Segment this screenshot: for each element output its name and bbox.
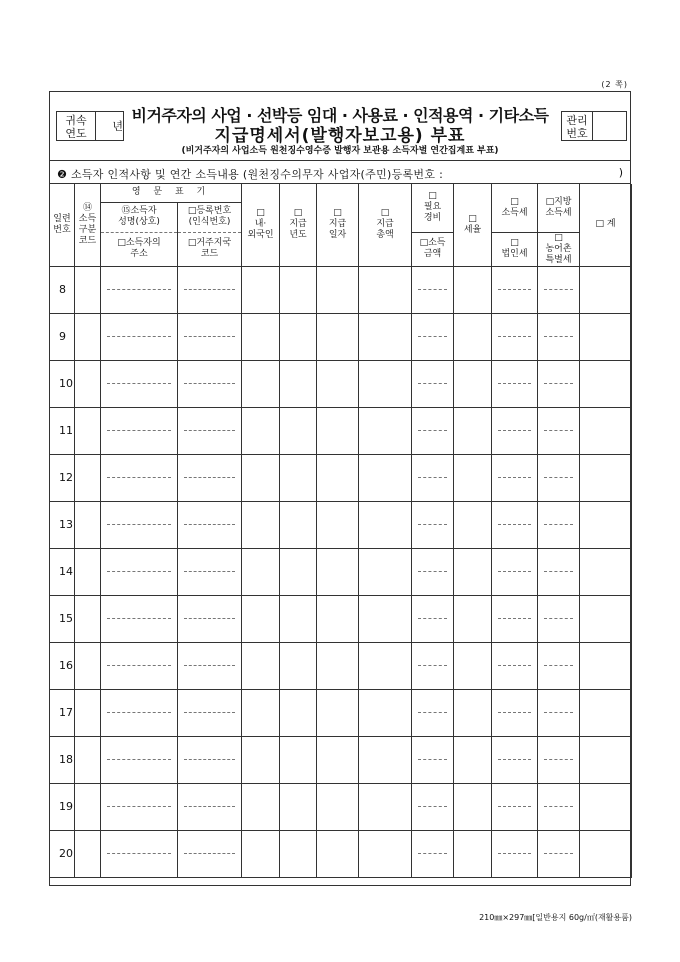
table-cell[interactable] bbox=[492, 360, 538, 407]
cell-divider bbox=[418, 336, 447, 337]
table-cell[interactable] bbox=[412, 642, 454, 689]
cell-divider bbox=[184, 806, 235, 807]
table-cell[interactable] bbox=[101, 454, 178, 501]
table-cell[interactable] bbox=[178, 313, 242, 360]
table-cell[interactable] bbox=[178, 501, 242, 548]
cell-divider bbox=[184, 289, 235, 290]
cell-divider bbox=[498, 665, 531, 666]
row-number: 12 bbox=[50, 454, 75, 501]
cell-divider bbox=[107, 853, 171, 854]
table-cell[interactable] bbox=[492, 548, 538, 595]
cell-divider bbox=[184, 571, 235, 572]
table-cell[interactable] bbox=[75, 642, 101, 689]
table-cell[interactable] bbox=[454, 313, 492, 360]
table-cell[interactable] bbox=[317, 454, 359, 501]
table-cell[interactable] bbox=[412, 783, 454, 830]
cell-divider bbox=[544, 665, 573, 666]
cell-divider bbox=[418, 477, 447, 478]
table-cell[interactable] bbox=[242, 689, 280, 736]
cell-divider bbox=[544, 806, 573, 807]
cell-divider bbox=[498, 477, 531, 478]
table-cell[interactable] bbox=[101, 595, 178, 642]
table-cell[interactable] bbox=[538, 454, 580, 501]
paper-spec: 210㎜×297㎜[일반용지 60g/㎡(재활용품) bbox=[479, 913, 632, 922]
table-cell[interactable] bbox=[359, 454, 412, 501]
col-income-code-mark: ⑭ bbox=[82, 202, 92, 213]
col-corp-tax: □ 법인세 bbox=[492, 232, 538, 266]
col-reg-no: □등록번호 (인식번호) bbox=[178, 202, 242, 232]
table-cell[interactable] bbox=[242, 595, 280, 642]
table-cell[interactable] bbox=[538, 313, 580, 360]
table-cell[interactable] bbox=[359, 689, 412, 736]
table-cell[interactable] bbox=[280, 548, 317, 595]
section-title: ❷ 소득자 인적사항 및 연간 소득내용 (원천징수의무자 사업자(주민)등록번호 : bbox=[57, 168, 444, 181]
table-cell[interactable] bbox=[178, 548, 242, 595]
table-cell[interactable] bbox=[242, 548, 280, 595]
table-cell[interactable] bbox=[280, 830, 317, 877]
table-cell[interactable] bbox=[412, 736, 454, 783]
table-cell[interactable] bbox=[454, 454, 492, 501]
cell-divider bbox=[544, 759, 573, 760]
table-cell[interactable] bbox=[538, 689, 580, 736]
table-cell[interactable] bbox=[101, 313, 178, 360]
table-cell[interactable] bbox=[317, 642, 359, 689]
table-cell[interactable] bbox=[317, 830, 359, 877]
table-row bbox=[50, 407, 632, 454]
table-cell[interactable] bbox=[412, 548, 454, 595]
table-cell[interactable] bbox=[317, 360, 359, 407]
table-cell[interactable] bbox=[412, 595, 454, 642]
cell-divider bbox=[544, 618, 573, 619]
table-cell[interactable] bbox=[75, 736, 101, 783]
row-number: 20 bbox=[50, 830, 75, 877]
table-cell[interactable] bbox=[242, 360, 280, 407]
cell-divider bbox=[107, 571, 171, 572]
table-cell[interactable] bbox=[412, 689, 454, 736]
table-cell[interactable] bbox=[538, 830, 580, 877]
table-cell[interactable] bbox=[580, 689, 632, 736]
table-cell[interactable] bbox=[242, 830, 280, 877]
table-cell[interactable] bbox=[454, 595, 492, 642]
cell-divider bbox=[184, 665, 235, 666]
table-cell[interactable] bbox=[454, 689, 492, 736]
col-address: □소득자의 주소 bbox=[101, 232, 178, 266]
table-cell[interactable] bbox=[359, 783, 412, 830]
row-number: 11 bbox=[50, 407, 75, 454]
table-cell[interactable] bbox=[412, 360, 454, 407]
mgmt-label-2: 번호 bbox=[566, 127, 588, 140]
cell-divider bbox=[107, 712, 171, 713]
table-cell[interactable] bbox=[492, 501, 538, 548]
table-row bbox=[50, 736, 632, 783]
table-cell[interactable] bbox=[580, 830, 632, 877]
table-cell[interactable] bbox=[75, 360, 101, 407]
col-income-tax: □ 소득세 bbox=[492, 184, 538, 232]
cell-divider bbox=[498, 336, 531, 337]
table-cell[interactable] bbox=[178, 360, 242, 407]
row-number: 14 bbox=[50, 548, 75, 595]
cell-divider bbox=[544, 477, 573, 478]
table-cell[interactable] bbox=[178, 454, 242, 501]
table-row bbox=[50, 689, 632, 736]
cell-divider bbox=[184, 853, 235, 854]
table-cell[interactable] bbox=[75, 830, 101, 877]
table-row bbox=[50, 360, 632, 407]
table-row bbox=[50, 313, 632, 360]
table-cell[interactable] bbox=[359, 548, 412, 595]
table-cell[interactable] bbox=[538, 407, 580, 454]
cell-divider bbox=[107, 524, 171, 525]
table-cell[interactable] bbox=[317, 266, 359, 313]
table-cell[interactable] bbox=[412, 830, 454, 877]
page-number: (2 쪽) bbox=[601, 80, 628, 89]
table-cell[interactable] bbox=[580, 642, 632, 689]
form-header bbox=[49, 91, 631, 161]
cell-divider bbox=[418, 759, 447, 760]
table-cell[interactable] bbox=[492, 783, 538, 830]
year-unit: 년 bbox=[112, 120, 123, 133]
table-cell[interactable] bbox=[242, 266, 280, 313]
section-heading bbox=[49, 161, 631, 184]
table-cell[interactable] bbox=[178, 595, 242, 642]
table-cell[interactable] bbox=[538, 360, 580, 407]
table-cell[interactable] bbox=[178, 407, 242, 454]
table-cell[interactable] bbox=[412, 454, 454, 501]
cell-divider bbox=[107, 336, 171, 337]
management-number-box bbox=[561, 111, 627, 141]
table-cell[interactable] bbox=[359, 642, 412, 689]
row-number: 8 bbox=[50, 266, 75, 313]
table-cell[interactable] bbox=[178, 736, 242, 783]
cell-divider bbox=[107, 665, 171, 666]
cell-divider bbox=[184, 759, 235, 760]
col-total: □ 계 bbox=[580, 184, 632, 266]
table-cell[interactable] bbox=[580, 454, 632, 501]
table-cell[interactable] bbox=[101, 548, 178, 595]
table-cell[interactable] bbox=[101, 830, 178, 877]
table-cell[interactable] bbox=[280, 454, 317, 501]
table-cell[interactable] bbox=[242, 783, 280, 830]
table-cell[interactable] bbox=[317, 736, 359, 783]
table-cell[interactable] bbox=[359, 736, 412, 783]
table-cell[interactable] bbox=[580, 360, 632, 407]
table-row bbox=[50, 548, 632, 595]
cell-divider bbox=[184, 712, 235, 713]
cell-divider bbox=[498, 571, 531, 572]
cell-divider bbox=[418, 383, 447, 384]
table-cell[interactable] bbox=[359, 266, 412, 313]
col-pay-date: □ 지급 일자 bbox=[317, 184, 359, 266]
cell-divider bbox=[544, 524, 573, 525]
row-number: 16 bbox=[50, 642, 75, 689]
table-cell[interactable] bbox=[492, 266, 538, 313]
table-cell[interactable] bbox=[280, 360, 317, 407]
cell-divider bbox=[418, 571, 447, 572]
table-cell[interactable] bbox=[75, 454, 101, 501]
table-cell[interactable] bbox=[359, 595, 412, 642]
table-row bbox=[50, 595, 632, 642]
table-cell[interactable] bbox=[242, 642, 280, 689]
table-cell[interactable] bbox=[538, 783, 580, 830]
cell-divider bbox=[498, 618, 531, 619]
cell-divider bbox=[498, 383, 531, 384]
cell-divider bbox=[498, 430, 531, 431]
section-close: ) bbox=[618, 166, 623, 179]
cell-divider bbox=[498, 524, 531, 525]
table-cell[interactable] bbox=[359, 830, 412, 877]
table-cell[interactable] bbox=[280, 736, 317, 783]
cell-divider bbox=[107, 430, 171, 431]
cell-divider bbox=[107, 289, 171, 290]
table-cell[interactable] bbox=[317, 548, 359, 595]
table-cell[interactable] bbox=[538, 642, 580, 689]
table-cell[interactable] bbox=[412, 313, 454, 360]
table-cell[interactable] bbox=[75, 595, 101, 642]
col-income-amount: □소득 금액 bbox=[412, 232, 454, 266]
table-cell[interactable] bbox=[242, 407, 280, 454]
table-cell[interactable] bbox=[454, 501, 492, 548]
table-cell[interactable] bbox=[242, 313, 280, 360]
table-cell[interactable] bbox=[454, 548, 492, 595]
table-cell[interactable] bbox=[178, 830, 242, 877]
table-cell[interactable] bbox=[454, 736, 492, 783]
cell-divider bbox=[544, 853, 573, 854]
table-cell[interactable] bbox=[75, 501, 101, 548]
cell-divider bbox=[498, 712, 531, 713]
table-cell[interactable] bbox=[178, 689, 242, 736]
col-income-code-label: 소득 구분 코드 bbox=[78, 213, 97, 246]
table-row bbox=[50, 266, 632, 313]
col-pay-total: □ 지급 총액 bbox=[359, 184, 412, 266]
table-cell[interactable] bbox=[317, 501, 359, 548]
table-cell[interactable] bbox=[101, 642, 178, 689]
fiscal-year-box bbox=[56, 111, 124, 141]
cell-divider bbox=[544, 383, 573, 384]
mgmt-label-1: 관리 bbox=[566, 114, 588, 127]
table-cell[interactable] bbox=[412, 266, 454, 313]
table-cell[interactable] bbox=[101, 783, 178, 830]
table-cell[interactable] bbox=[101, 360, 178, 407]
table-cell[interactable] bbox=[359, 501, 412, 548]
table-cell[interactable] bbox=[280, 407, 317, 454]
cell-divider bbox=[544, 712, 573, 713]
table-cell[interactable] bbox=[580, 266, 632, 313]
table-cell[interactable] bbox=[101, 689, 178, 736]
table-cell[interactable] bbox=[580, 595, 632, 642]
table-cell[interactable] bbox=[454, 642, 492, 689]
table-cell[interactable] bbox=[75, 313, 101, 360]
table-cell[interactable] bbox=[75, 407, 101, 454]
table-cell[interactable] bbox=[580, 783, 632, 830]
table-cell[interactable] bbox=[280, 783, 317, 830]
fiscal-year-label-2: 연도 bbox=[65, 127, 87, 140]
table-cell[interactable] bbox=[359, 407, 412, 454]
table-cell[interactable] bbox=[580, 313, 632, 360]
table-cell[interactable] bbox=[280, 689, 317, 736]
table-row bbox=[50, 501, 632, 548]
cell-divider bbox=[418, 618, 447, 619]
row-number: 17 bbox=[50, 689, 75, 736]
table-cell[interactable] bbox=[454, 783, 492, 830]
table-row bbox=[50, 454, 632, 501]
table-cell[interactable] bbox=[280, 313, 317, 360]
cell-divider bbox=[418, 712, 447, 713]
col-pay-year: □ 지급 년도 bbox=[280, 184, 317, 266]
table-cell[interactable] bbox=[178, 783, 242, 830]
table-cell[interactable] bbox=[492, 642, 538, 689]
table-cell[interactable] bbox=[580, 548, 632, 595]
table-row bbox=[50, 783, 632, 830]
form-title-line1: 비거주자의 사업 · 선박등 임대 · 사용료 · 인적용역 · 기타소득 bbox=[131, 106, 549, 125]
col-rural-tax: □ 농어촌 특별세 bbox=[538, 232, 580, 266]
table-row bbox=[50, 642, 632, 689]
col-expense: □ 필요 경비 bbox=[412, 184, 454, 232]
fiscal-year-label-1: 귀속 bbox=[65, 114, 87, 127]
table-cell[interactable] bbox=[412, 407, 454, 454]
cell-divider bbox=[418, 853, 447, 854]
cell-divider bbox=[418, 430, 447, 431]
table-cell[interactable] bbox=[492, 313, 538, 360]
cell-divider bbox=[498, 759, 531, 760]
table-cell[interactable] bbox=[242, 454, 280, 501]
col-english: 영 문 표 기 bbox=[101, 184, 242, 202]
col-domestic: □ 내· 외국인 bbox=[242, 184, 280, 266]
col-serial: 일련 번호 bbox=[50, 184, 75, 266]
cell-divider bbox=[107, 477, 171, 478]
table-cell[interactable] bbox=[412, 501, 454, 548]
table-cell[interactable] bbox=[280, 642, 317, 689]
row-number: 15 bbox=[50, 595, 75, 642]
row-number: 13 bbox=[50, 501, 75, 548]
table-cell[interactable] bbox=[538, 736, 580, 783]
cell-divider bbox=[184, 430, 235, 431]
table-cell[interactable] bbox=[492, 830, 538, 877]
cell-divider bbox=[498, 853, 531, 854]
cell-divider bbox=[498, 806, 531, 807]
table-cell[interactable] bbox=[454, 266, 492, 313]
cell-divider bbox=[107, 383, 171, 384]
table-cell[interactable] bbox=[101, 266, 178, 313]
table-cell[interactable] bbox=[242, 501, 280, 548]
cell-divider bbox=[107, 806, 171, 807]
cell-divider bbox=[418, 524, 447, 525]
table-cell[interactable] bbox=[538, 548, 580, 595]
row-number: 18 bbox=[50, 736, 75, 783]
table-cell[interactable] bbox=[317, 595, 359, 642]
row-number: 10 bbox=[50, 360, 75, 407]
table-cell[interactable] bbox=[454, 407, 492, 454]
income-table bbox=[49, 184, 632, 878]
table-cell[interactable] bbox=[178, 642, 242, 689]
table-row bbox=[50, 830, 632, 877]
cell-divider bbox=[184, 477, 235, 478]
table-cell[interactable] bbox=[492, 736, 538, 783]
table-cell[interactable] bbox=[492, 454, 538, 501]
table-cell[interactable] bbox=[178, 266, 242, 313]
cell-divider bbox=[184, 383, 235, 384]
cell-divider bbox=[184, 524, 235, 525]
table-cell[interactable] bbox=[75, 548, 101, 595]
cell-divider bbox=[418, 289, 447, 290]
table-cell[interactable] bbox=[454, 360, 492, 407]
cell-divider bbox=[544, 289, 573, 290]
table-cell[interactable] bbox=[538, 595, 580, 642]
table-cell[interactable] bbox=[317, 689, 359, 736]
cell-divider bbox=[498, 289, 531, 290]
table-cell[interactable] bbox=[280, 595, 317, 642]
cell-divider bbox=[184, 618, 235, 619]
table-cell[interactable] bbox=[580, 736, 632, 783]
cell-divider bbox=[184, 336, 235, 337]
cell-divider bbox=[544, 430, 573, 431]
table-cell[interactable] bbox=[580, 407, 632, 454]
table-cell[interactable] bbox=[75, 689, 101, 736]
cell-divider bbox=[107, 759, 171, 760]
table-cell[interactable] bbox=[317, 407, 359, 454]
table-cell[interactable] bbox=[492, 595, 538, 642]
col-income-code bbox=[75, 184, 101, 266]
form-subtitle: (비거주자의 사업소득 원천징수영수증 발행자 보관용 소득자별 연간집계표 부표) bbox=[181, 146, 499, 156]
table-cell[interactable] bbox=[538, 266, 580, 313]
table-cell[interactable] bbox=[492, 689, 538, 736]
row-number: 9 bbox=[50, 313, 75, 360]
table-cell[interactable] bbox=[359, 360, 412, 407]
table-cell[interactable] bbox=[242, 736, 280, 783]
form-title-line2: 지급명세서(발행자보고용) 부표 bbox=[214, 126, 466, 146]
table-cell[interactable] bbox=[280, 501, 317, 548]
table-cell[interactable] bbox=[359, 313, 412, 360]
table-cell[interactable] bbox=[454, 830, 492, 877]
table-cell[interactable] bbox=[75, 266, 101, 313]
table-cell[interactable] bbox=[492, 407, 538, 454]
table-cell[interactable] bbox=[317, 783, 359, 830]
table-cell[interactable] bbox=[317, 313, 359, 360]
col-tax-rate: □ 세율 bbox=[454, 184, 492, 266]
cell-divider bbox=[418, 806, 447, 807]
table-cell[interactable] bbox=[101, 407, 178, 454]
cell-divider bbox=[107, 618, 171, 619]
col-country: □거주지국 코드 bbox=[178, 232, 242, 266]
table-cell[interactable] bbox=[101, 501, 178, 548]
col-local-tax: □지방 소득세 bbox=[538, 184, 580, 232]
table-cell[interactable] bbox=[538, 501, 580, 548]
cell-divider bbox=[544, 336, 573, 337]
table-cell[interactable] bbox=[280, 266, 317, 313]
table-cell[interactable] bbox=[75, 783, 101, 830]
table-body bbox=[50, 266, 632, 877]
table-cell[interactable] bbox=[580, 501, 632, 548]
cell-divider bbox=[418, 665, 447, 666]
table-cell[interactable] bbox=[101, 736, 178, 783]
row-number: 19 bbox=[50, 783, 75, 830]
cell-divider bbox=[544, 571, 573, 572]
col-name: ⑮소득자 성명(상호) bbox=[101, 202, 178, 232]
